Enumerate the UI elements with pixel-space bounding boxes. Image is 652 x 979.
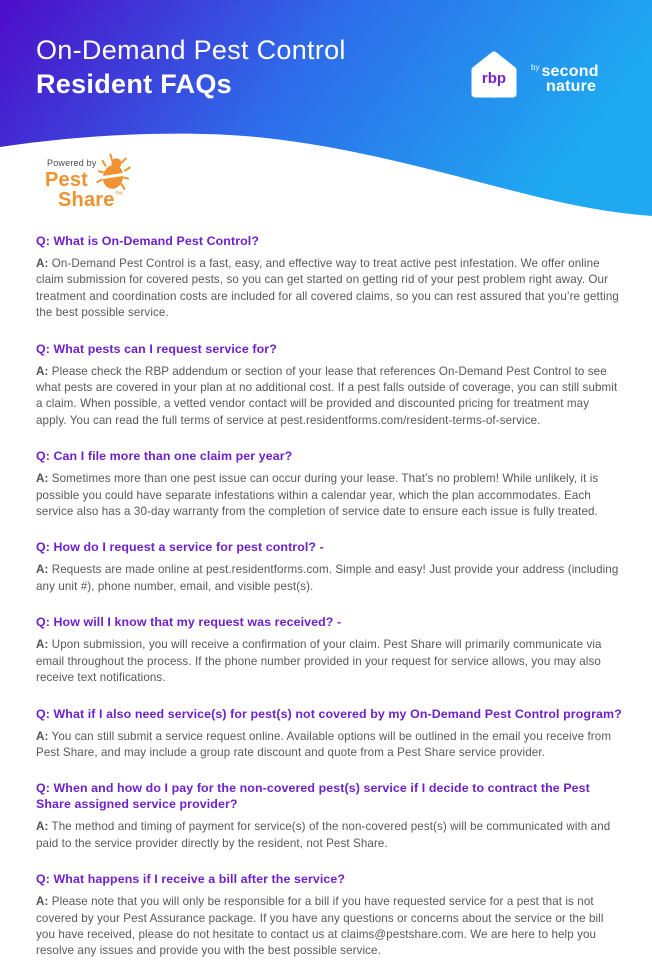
faq-question: Q: Can I file more than one claim per year? [36, 449, 293, 464]
faq-question: Q: How do I request a service for pest control? - [36, 540, 324, 555]
answer-prefix: A: [36, 563, 49, 577]
brand-word-pest: Pest [45, 169, 89, 191]
brand-word-share: Share™ [58, 189, 123, 211]
trademark-symbol: ™ [114, 190, 123, 199]
second-nature-wordmark [531, 60, 599, 94]
page-title: On-Demand Pest Control [36, 35, 346, 65]
by-label: by [531, 63, 540, 72]
answer-prefix: A: [36, 364, 49, 378]
faq-item [36, 614, 622, 686]
faq-question: Q: What if I also need service(s) for pest(s) not covered by my On-Demand Pest Control program? [36, 706, 622, 721]
faq-item [36, 448, 622, 520]
rbp-monogram: rbp [481, 70, 507, 87]
answer-prefix: A: [36, 257, 49, 270]
faq-answer: A: Please note that you will only be responsible for a bill if you have requested service for a pest that is not covered by your Pest Assurance package. If you have any questions or concerns about the service or the bill you have received, please do not hesitate to contact us at claims@pestshare.com. We are here to help you resolve any issues and provide you with the best possible service. [36, 895, 604, 958]
faq-question: Q: What happens if I receive a bill after the service? [36, 872, 346, 887]
faq-answer: A: On-Demand Pest Control is a fast, easy, and effective way to treat active pest infestation. We offer online claim submission for covered pests, so you can get started on getting rid of your pest problem right away. Our treatment and coordination costs are included for all covered claims, so you can rest assured that you’re getting the best possible service. [36, 257, 619, 320]
page-subtitle: Resident FAQs [36, 69, 232, 99]
header-title-block [36, 33, 346, 101]
faq-item [36, 341, 622, 430]
answer-prefix: A: [36, 820, 49, 834]
powered-by-label: Powered by [47, 158, 97, 168]
rbp-second-nature-logo [466, 48, 599, 106]
faq-item [36, 780, 622, 852]
answer-prefix: A: [36, 472, 49, 486]
pest-share-bug-icon [99, 155, 129, 191]
faq-question: Q: What pests can I request service for? [36, 341, 277, 356]
faq-item [36, 706, 622, 762]
answer-prefix: A: [36, 895, 49, 909]
faq-answer: A: You can still submit a service request online. Available options will be outlined in the email you receive from Pest Share, and may include a group rate discount and quote from a Pest Share service provider. [36, 729, 612, 759]
faq-item [36, 871, 622, 960]
pest-share-logo [45, 158, 165, 218]
faq-list [36, 233, 622, 979]
faq-answer: A: The method and timing of payment for service(s) of the non-covered pest(s) will be communicated with and paid to the service provider directly by the resident, not Pest Share. [36, 820, 611, 850]
brand-word-second: second [541, 63, 599, 80]
brand-word-nature: nature [546, 78, 597, 95]
faq-item [36, 539, 622, 595]
faq-question: Q: How will I know that my request was received? - [36, 615, 342, 630]
answer-prefix: A: [36, 638, 49, 652]
faq-answer: A: Sometimes more than one pest issue can occur during your lease. That’s no problem! While unlikely, it is possible you could have separate infestations within a calendar year, which the plan accommodates. Each service also has a 30-day warranty from the completion of service date to ensure each issue is fully treated. [36, 472, 599, 519]
rbp-house-icon [466, 48, 522, 106]
faq-answer: A: Upon submission, you will receive a confirmation of your claim. Pest Share will primarily communicate via email throughout the process. If the phone number provided in your request for service allows, you may also receive text notifications. [36, 638, 602, 685]
answer-prefix: A: [36, 729, 49, 743]
faq-question: Q: What is On-Demand Pest Control? [36, 234, 259, 248]
faq-answer: A: Please check the RBP addendum or section of your lease that references On-Demand Pest Control to see what pests are covered in your plan at no additional cost. If a pest falls outside of coverage, you can still submit a claim. When possible, a vetted vendor contact will be provided and discounted pricing for treatment may apply. You can read the full terms of service at pest.residentforms.com/resident-terms-of-service. [36, 364, 618, 427]
faq-answer: A: Requests are made online at pest.residentforms.com. Simple and easy! Just provide your address (including any unit #), phone number, email, and visible pest(s). [36, 563, 619, 593]
faq-item [36, 233, 622, 322]
faq-question: Q: When and how do I pay for the non-covered pest(s) service if I decide to contract the Pest Share assigned service provider? [36, 781, 590, 812]
